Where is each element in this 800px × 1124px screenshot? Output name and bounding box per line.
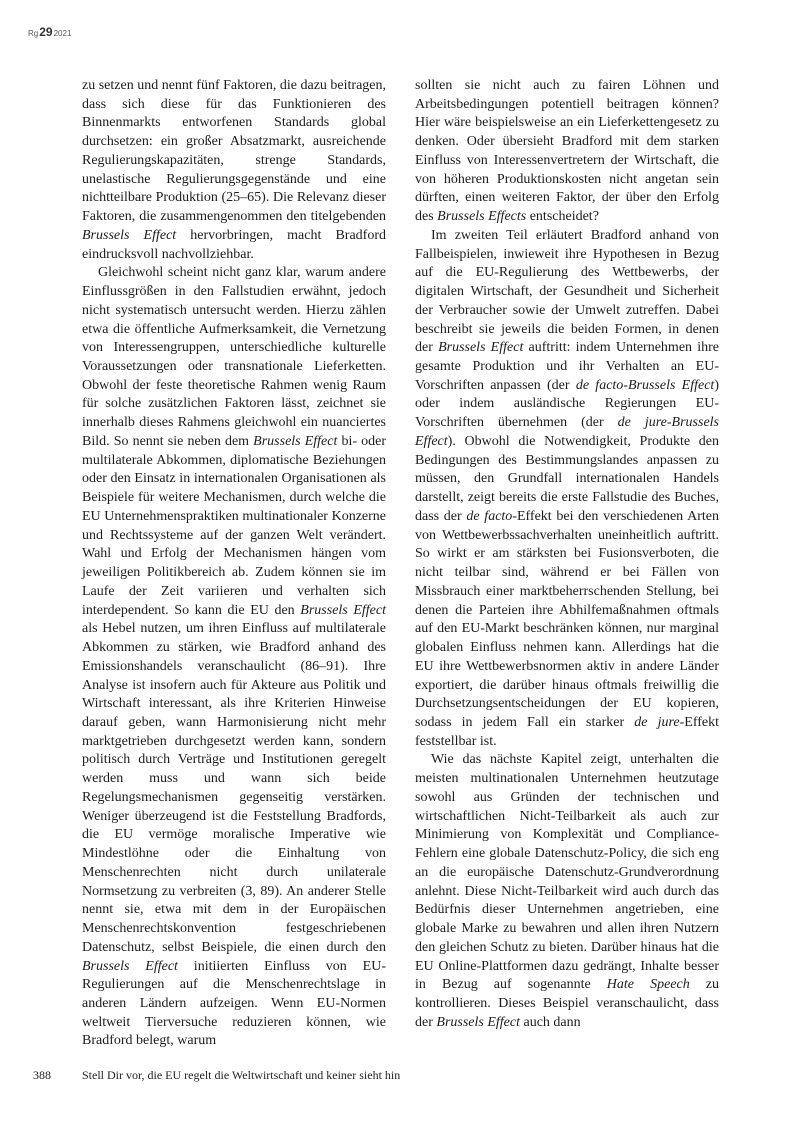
running-title: Stell Dir vor, die EU regelt die Weltwirtschaft und keiner sieht hin xyxy=(82,1068,401,1082)
text-run: -Effekt feststellbar ist. xyxy=(415,714,719,749)
text-run: zu setzen und nennt fünf Faktoren, die dazu beitragen, dass sich diese für das Funktionieren des Binnenmarkts entworfenen Standards global durchsetzen: ein großer Absatzmarkt, ausreichende Regulierungskapazitäten, strenge Standards, unelastische Regulierungsgegenstände und eine nichtteilbare Produktion (25–65). Die Relevanz dieser Faktoren, die zusammengenommen den titelgebenden xyxy=(82,78,387,225)
italic-term: de facto-Brussels Effect xyxy=(575,377,715,393)
italic-term: Brussels Effect xyxy=(436,1014,520,1030)
italic-term: Brussels Effect xyxy=(82,227,177,243)
text-run: Gleichwohl scheint nicht ganz klar, warum andere Einflussgrößen in den Fallstudien erwähnt, jedoch nicht systematisch untersucht werden. Hierzu zählen etwa die öffentliche Aufmerksamkeit, die Vernetzung von Interessengruppen, unterschiedliche kulturelle Voraussetzungen oder transnationale Lieferketten. Obwohl der feste theoretische Rahmen wenig Raum für solche zusätzlichen Faktoren lässt, zeichnet sie innerhalb dieses Rahmens gleichwohl ein nuanciertes Bild. So nennt sie neben dem xyxy=(82,265,386,449)
italic-term: Brussels Effect xyxy=(300,602,386,618)
paragraph xyxy=(415,751,719,1032)
page-footer xyxy=(33,1068,760,1083)
text-run: bi- oder multilaterale Abkommen, diplomatische Beziehungen oder den Einsatz in internationalen Organisationen als Beispiele für weitere Mechanismen, durch welche die EU Unternehmenspraktiken multinationaler Konzerne und Rechtssysteme auf der ganzen Welt verändert. Wahl und Erfolg der Mechanismen hängen vom jeweiligen Politikbereich ab. Zudem können sie im Laufe der Zeit variieren und verhalten sich interdependent. So kann die EU den xyxy=(82,433,386,618)
paragraph xyxy=(415,227,719,752)
text-run: sollten sie nicht auch zu fairen Löhnen und Arbeitsbedingungen potentiell beitragen können? Hier wäre beispielsweise an ein Lieferkettengesetz zu denken. Oder übersieht Bradford mit dem starken Einfluss von Interessenvertretern der Wirtschaft, die von höheren Produktionskosten nicht angetan sein dürften, einen weiteren Faktor, der über den Erfolg des xyxy=(415,78,719,225)
text-run: -Effekt bei den verschiedenen Arten von Wettbewerbssachverhalten uneinheitlich auftritt. So wirkt er am stärksten bei Fusionsverboten, die nicht teilbar sind, während er bei Fällen von Missbrauch einer marktbeherrschenden Stellung, bei denen die Parteien ihre Abhilfemaßnahmen oftmals auf den EU-Markt beschränken können, nur marginal globalen Einfluss nehmen kann. Allerdings hat die EU ihre Wettbewerbsnormen aktiv in andere Länder exportiert, die darüber hinaus oftmals freiwillig die Durchsetzungsentscheidungen der EU kopieren, sodass in jedem Fall ein starker xyxy=(415,508,719,730)
italic-term: Brussels Effect xyxy=(253,433,338,449)
left-column xyxy=(82,77,386,1051)
paragraph xyxy=(82,264,386,1051)
text-run: ) oder indem ausländische Regierungen EU-Vorschriften übernehmen (der xyxy=(415,377,719,431)
italic-term: de jure xyxy=(634,714,680,730)
page-header xyxy=(28,25,71,39)
text-run: hervorbringen, macht Bradford eindrucksvoll nachvollziehbar. xyxy=(82,227,386,262)
text-run: initiierten Einfluss von EU-Regulierungen auf die Menschenrechtslage in anderen Ländern aufzeigen. Wenn EU-Normen weltweit Tierversuche reduzieren können, wie Bradford belegt, warum xyxy=(82,958,386,1049)
text-run: Wie das nächste Kapitel zeigt, unterhalten die meisten multinationalen Unternehmen heutzutage sowohl aus Gründen der technischen und wirtschaftlichen Nicht-Teilbarkeit als auch zur Minimierung von Komplexität und Compliance-Fehlern eine globale Datenschutz-Policy, die sich eng an die europäische Datenschutz-Grundverordnung anlehnt. Diese Nicht-Teilbarkeit wird auch durch das Bedürfnis dieser Unternehmen angetrieben, eine globale Marke zu bewahren und allen ihren Nutzern den gleichen Schutz zu bieten. Darüber hinaus hat die EU Online-Plattformen dazu gedrängt, Inhalte besser in Bezug auf sogenannte xyxy=(415,752,719,993)
journal-abbrev: Rg xyxy=(28,29,39,38)
italic-term: de facto xyxy=(466,508,513,524)
text-run: als Hebel nutzen, um ihren Einfluss auf multilaterale Abkommen zu stärken, wie Bradford anhand des Emissionshandels veranschaulicht (86–91). Ihre Analyse ist insofern auch für Akteure aus Politik und Wirtschaft interessant, als ihre Kriterien Hinweise darauf geben, wann Harmonisierung nicht mehr marktgetrieben durchgesetzt werden kann, sondern politisch durch Verträge und Institutionen geregelt werden muss und wann sich beide Regelungsmechanismen gegenseitig verstärken. Weniger überzeugend ist die Feststellung Bradfords, die EU vermöge moralische Imperative wie Mindestlöhne oder die Einhaltung von Menschenrechten nicht durch unilaterale Normsetzung zu verbreiten (3, 89). An anderer Stelle nennt sie, etwa mit dem in der Europäischen Menschenrechtskonvention festgeschriebenen Datenschutz, selbst Beispiele, die einen durch den xyxy=(82,621,386,955)
text-run: ). Obwohl die Notwendigkeit, Produkte den Bedingungen des Bestimmungslandes anpassen zu müssen, den Grundfall internationalen Handels darstellt, zeigt bereits die erste Fallstudie des Buches, dass der xyxy=(415,433,719,524)
italic-term: Brussels Effect xyxy=(82,958,178,974)
page-number: 388 xyxy=(33,1068,51,1082)
paragraph xyxy=(415,77,719,227)
text-run: auftritt: indem Unternehmen ihre gesamte Produktion und ihr Verhalten an EU-Vorschriften anpassen (der xyxy=(415,340,719,393)
text-run: entscheidet? xyxy=(526,209,599,225)
text-run: auch dann xyxy=(520,1014,581,1030)
text-run: zu kontrollieren. Dieses Beispiel veranschaulicht, dass der xyxy=(415,977,720,1030)
italic-term: Brussels Effects xyxy=(437,209,527,225)
right-column xyxy=(415,77,719,1032)
journal-year: 2021 xyxy=(53,29,72,38)
italic-term: Brussels Effect xyxy=(438,340,524,356)
text-run: Im zweiten Teil erläutert Bradford anhand von Fallbeispielen, inwieweit ihre Hypothesen in Bezug auf die EU-Regulierung des Wettbewerbs, der digitalen Wirtschaft, der Gesundheit und Sicherheit der Verbraucher sowie der Umwelt zutreffen. Dabei beschreibt sie jeweils die beiden Formen, in denen der xyxy=(415,227,719,356)
italic-term: de jure-Brussels Effect xyxy=(415,415,720,449)
paragraph xyxy=(82,77,386,264)
italic-term: Hate Speech xyxy=(606,977,690,993)
journal-volume: 29 xyxy=(39,25,53,39)
